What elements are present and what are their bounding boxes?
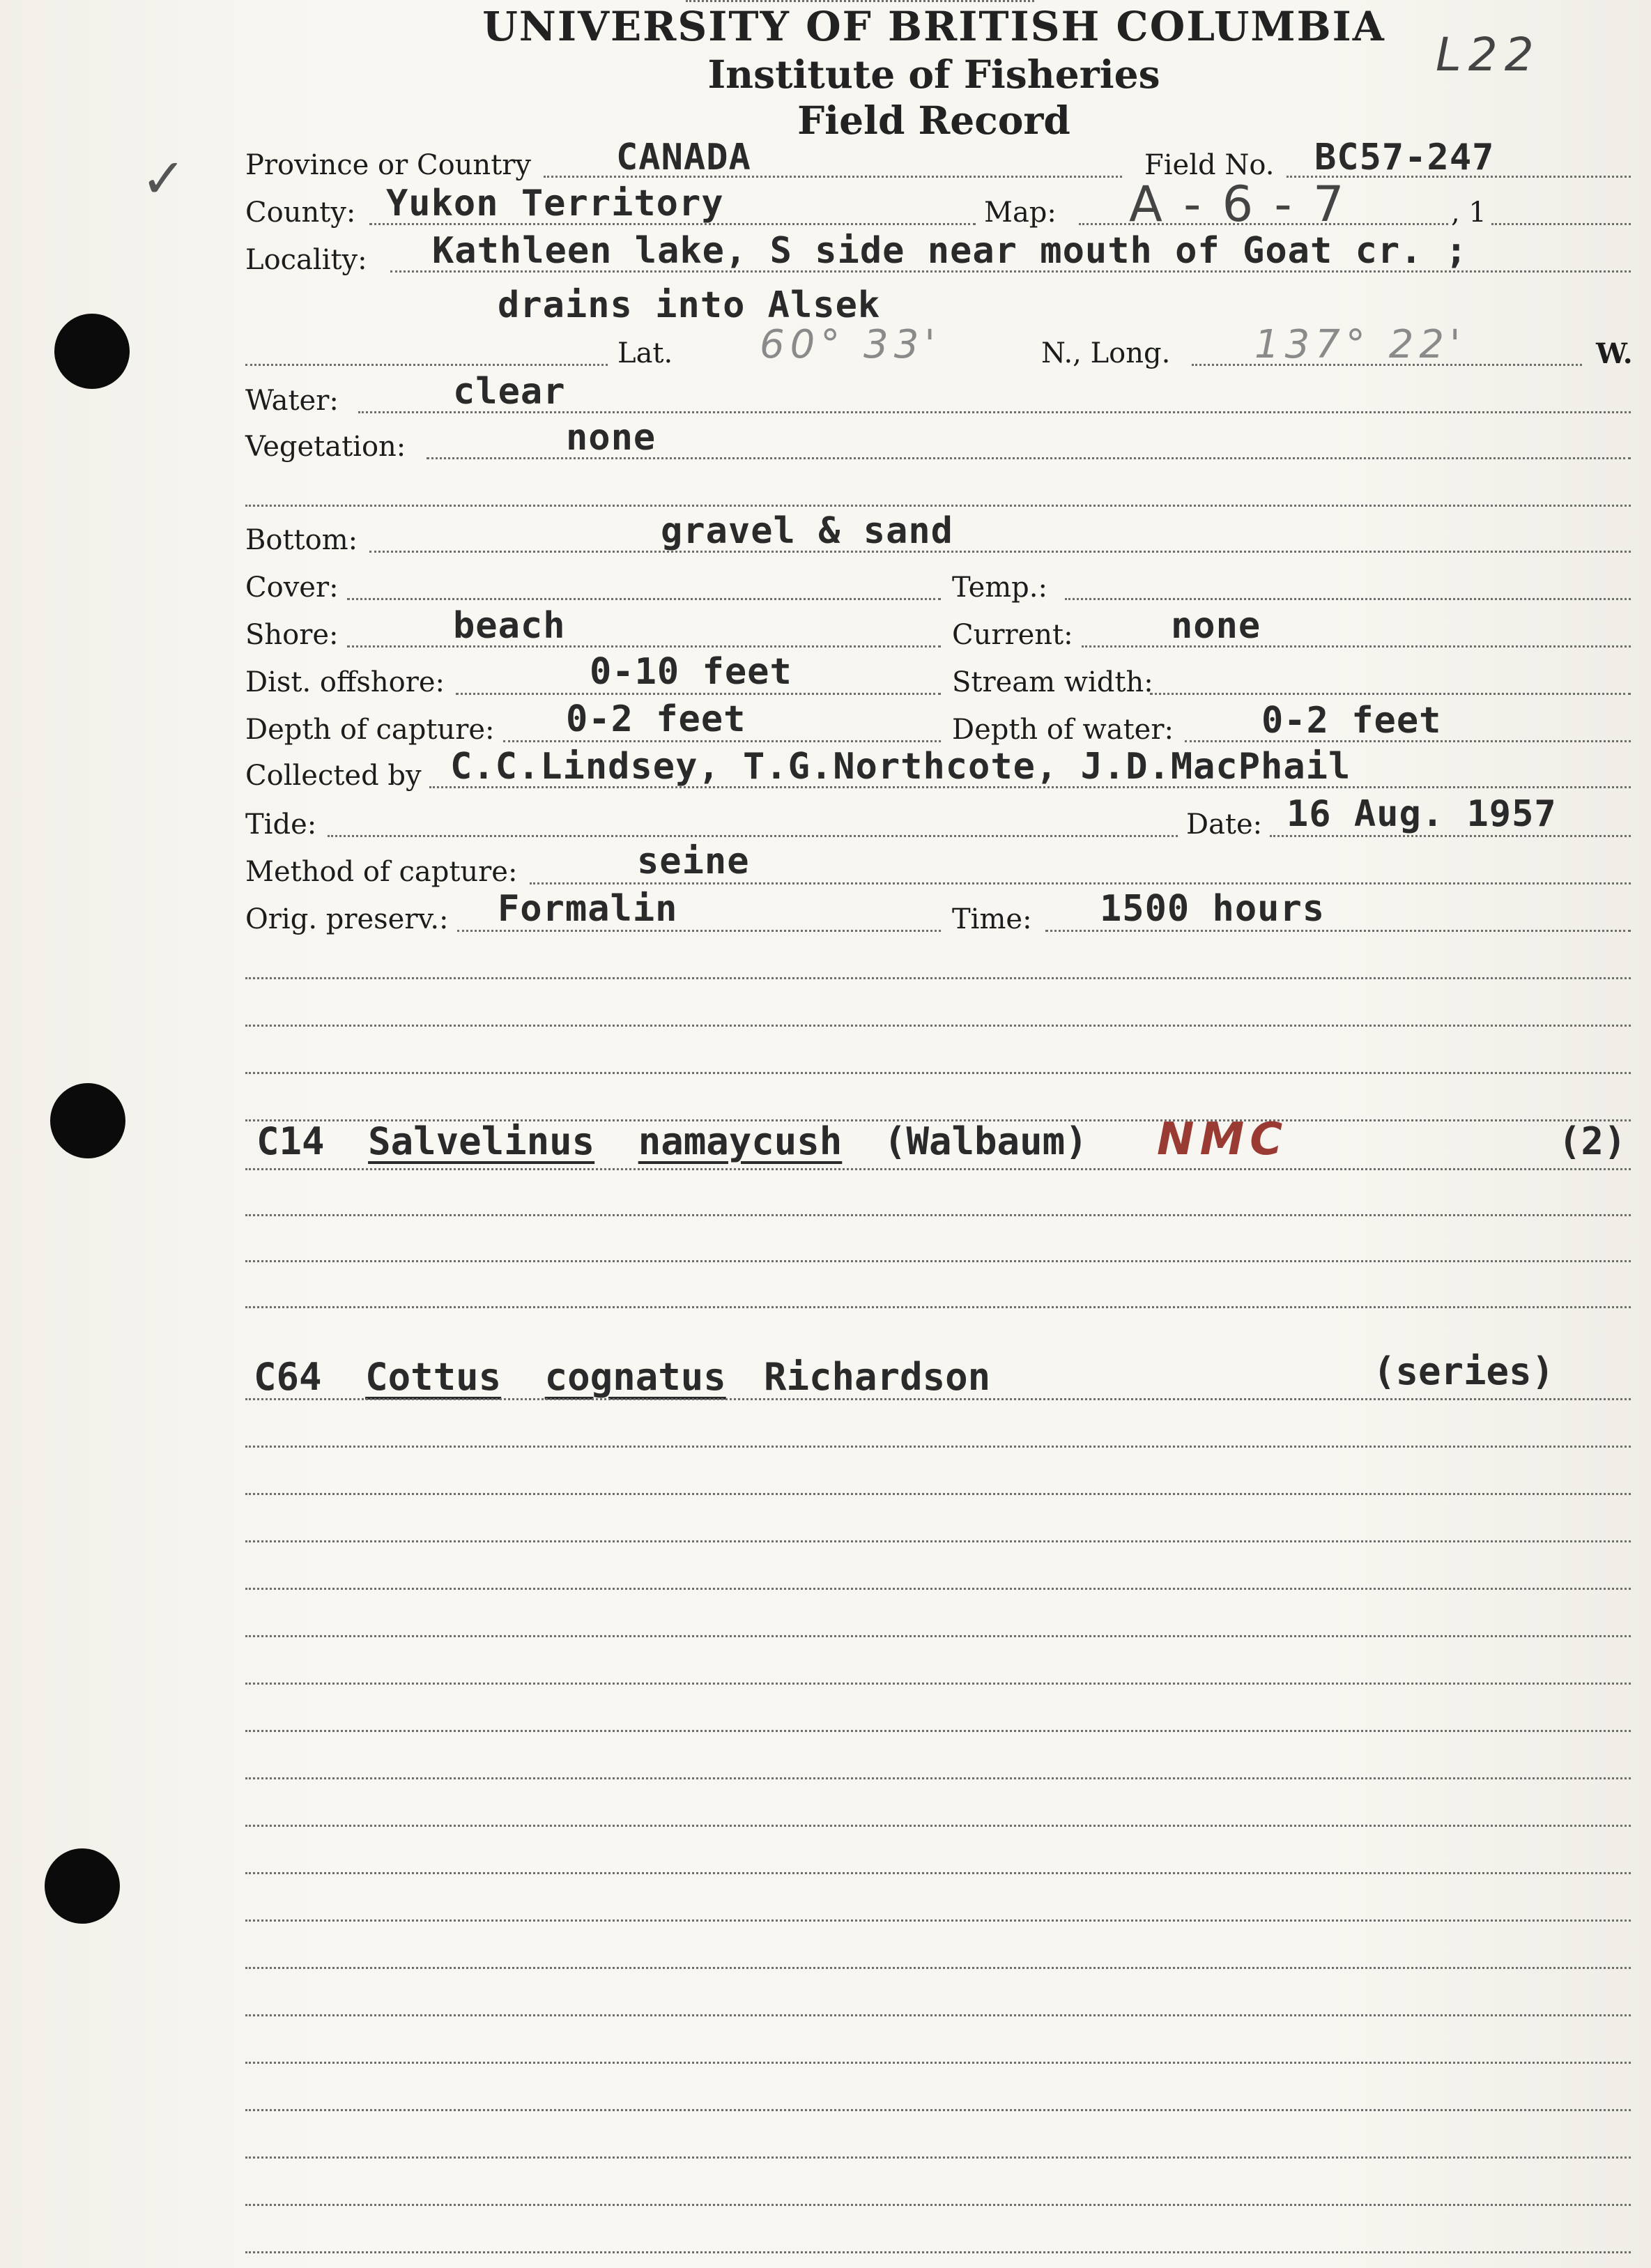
- specimen-count: (2): [1558, 1119, 1627, 1163]
- depth-water-label: Depth of water:: [952, 714, 1174, 746]
- form-title: Field Record: [797, 98, 1070, 143]
- ruled-line: [245, 1730, 1631, 1732]
- depth-capture-value: 0-2 feet: [566, 698, 746, 740]
- locality-value-1: Kathleen lake, S side near mouth of Goat cr. ;: [432, 230, 1468, 272]
- county-value: Yukon Territory: [386, 183, 724, 224]
- ruled-line: [245, 1967, 1631, 1969]
- binder-hole-top: [54, 314, 130, 389]
- specimen-code: C14: [256, 1119, 325, 1163]
- date-label: Date:: [1186, 809, 1263, 841]
- specimen-genus: Cottus: [365, 1355, 502, 1399]
- lat-value: 60° 33': [760, 322, 941, 367]
- long-label: N., Long.: [1041, 337, 1171, 369]
- ruled-line: [245, 1588, 1631, 1590]
- time-value: 1500 hours: [1100, 888, 1326, 930]
- blank-line-3: [245, 1025, 1631, 1027]
- department-title: Institute of Fisheries: [707, 52, 1160, 97]
- ruled-line: [245, 1683, 1631, 1685]
- map-label: Map:: [984, 197, 1057, 229]
- ruled-line: [245, 1260, 1631, 1262]
- method-line: [530, 882, 1631, 884]
- vegetation-value: none: [566, 417, 656, 459]
- blank-line-1: [245, 505, 1631, 507]
- ruled-line: [245, 1168, 1631, 1170]
- cover-label: Cover:: [245, 572, 339, 604]
- locality-value-2: drains into Alsek: [498, 284, 881, 326]
- specimen-author: (Walbaum): [884, 1119, 1088, 1163]
- ruled-line: [245, 1920, 1631, 1922]
- shore-label: Shore:: [245, 619, 339, 651]
- ruled-line: [245, 1398, 1631, 1400]
- bottom-label: Bottom:: [245, 524, 358, 556]
- dist-offshore-label: Dist. offshore:: [245, 666, 445, 698]
- dist-offshore-line: [456, 693, 941, 695]
- preserv-value: Formalin: [498, 888, 678, 930]
- field-no-value: BC57-247: [1314, 137, 1495, 178]
- method-value: seine: [637, 841, 750, 882]
- blank-line-2: [245, 977, 1631, 979]
- depth-capture-label: Depth of capture:: [245, 714, 495, 746]
- time-label: Time:: [952, 903, 1032, 935]
- ruled-line: [245, 1540, 1631, 1542]
- binder-hole-bottom: [45, 1848, 120, 1924]
- specimen-species: cognatus: [544, 1355, 726, 1399]
- specimen-row-2: [254, 1355, 726, 1399]
- map-suffix: , 1: [1451, 197, 1487, 229]
- ruled-line: [245, 1825, 1631, 1827]
- ruled-line: [245, 1635, 1631, 1637]
- preserv-line: [457, 930, 941, 932]
- province-label: Province or Country: [245, 149, 531, 181]
- county-label: County:: [245, 197, 356, 229]
- ruled-line: [245, 1777, 1631, 1779]
- preserv-label: Orig. preserv.:: [245, 903, 449, 935]
- binder-hole-middle: [50, 1083, 125, 1158]
- west-label: W.: [1596, 337, 1633, 370]
- lat-line: [686, 0, 1034, 2]
- water-value: clear: [453, 371, 566, 413]
- ruled-line: [245, 2014, 1631, 2016]
- lat-label: Lat.: [617, 337, 673, 369]
- blank-line-4: [245, 1072, 1631, 1074]
- specimen-author: Richardson: [764, 1355, 991, 1399]
- current-value: none: [1171, 605, 1261, 647]
- ruled-line: [245, 2062, 1631, 2064]
- temp-label: Temp.:: [952, 572, 1047, 604]
- water-label: Water:: [245, 385, 339, 417]
- map-suffix-line: [1491, 223, 1631, 225]
- specimen-count: (series): [1373, 1349, 1555, 1393]
- shore-value: beach: [453, 605, 566, 647]
- lat-lead-line: [245, 364, 608, 366]
- time-line: [1045, 930, 1631, 932]
- nmc-mark: NMC: [1157, 1114, 1289, 1165]
- current-line: [1082, 645, 1631, 648]
- collected-value: C.C.Lindsey, T.G.Northcote, J.D.MacPhail: [450, 746, 1351, 788]
- method-label: Method of capture:: [245, 856, 518, 888]
- province-value: CANADA: [616, 137, 751, 178]
- map-value: A - 6 - 7: [1129, 176, 1347, 233]
- field-no-label: Field No.: [1144, 149, 1275, 181]
- ruled-line: [245, 1446, 1631, 1448]
- bottom-line: [369, 551, 1631, 553]
- ruled-line: [245, 1872, 1631, 1874]
- vegetation-label: Vegetation:: [245, 431, 406, 463]
- dist-offshore-value: 0-10 feet: [590, 651, 792, 693]
- ruled-line: [245, 2204, 1631, 2206]
- collected-label: Collected by: [245, 760, 422, 792]
- specimen-code: C64: [254, 1355, 322, 1399]
- corner-handwritten-mark: L22: [1436, 28, 1541, 82]
- long-value: 137° 22': [1254, 322, 1466, 367]
- ruled-line: [245, 2251, 1631, 2253]
- shore-line: [347, 645, 941, 648]
- check-mark-icon: ✓: [141, 148, 187, 210]
- ruled-line: [245, 2156, 1631, 2159]
- depth-capture-line: [503, 740, 941, 742]
- cover-line: [347, 598, 941, 600]
- specimen-species: namaycush: [638, 1119, 843, 1163]
- stream-width-label: Stream width:: [952, 666, 1153, 698]
- tide-label: Tide:: [245, 809, 317, 841]
- tide-line: [328, 835, 1178, 837]
- temp-line: [1065, 598, 1631, 600]
- ruled-line: [245, 1214, 1631, 1216]
- locality-label: Locality:: [245, 244, 367, 276]
- institution-title: UNIVERSITY OF BRITISH COLUMBIA: [482, 3, 1385, 50]
- ruled-line: [245, 1493, 1631, 1495]
- bottom-value: gravel & sand: [661, 510, 953, 552]
- specimen-genus: Salvelinus: [368, 1119, 595, 1163]
- date-line: [1270, 835, 1631, 837]
- date-value: 16 Aug. 1957: [1287, 793, 1557, 835]
- depth-water-value: 0-2 feet: [1261, 700, 1442, 742]
- ruled-line: [245, 1306, 1631, 1308]
- current-label: Current:: [952, 619, 1073, 651]
- ruled-line: [245, 2109, 1631, 2111]
- stream-width-line: [1150, 693, 1631, 695]
- specimen-row-1: [256, 1119, 842, 1163]
